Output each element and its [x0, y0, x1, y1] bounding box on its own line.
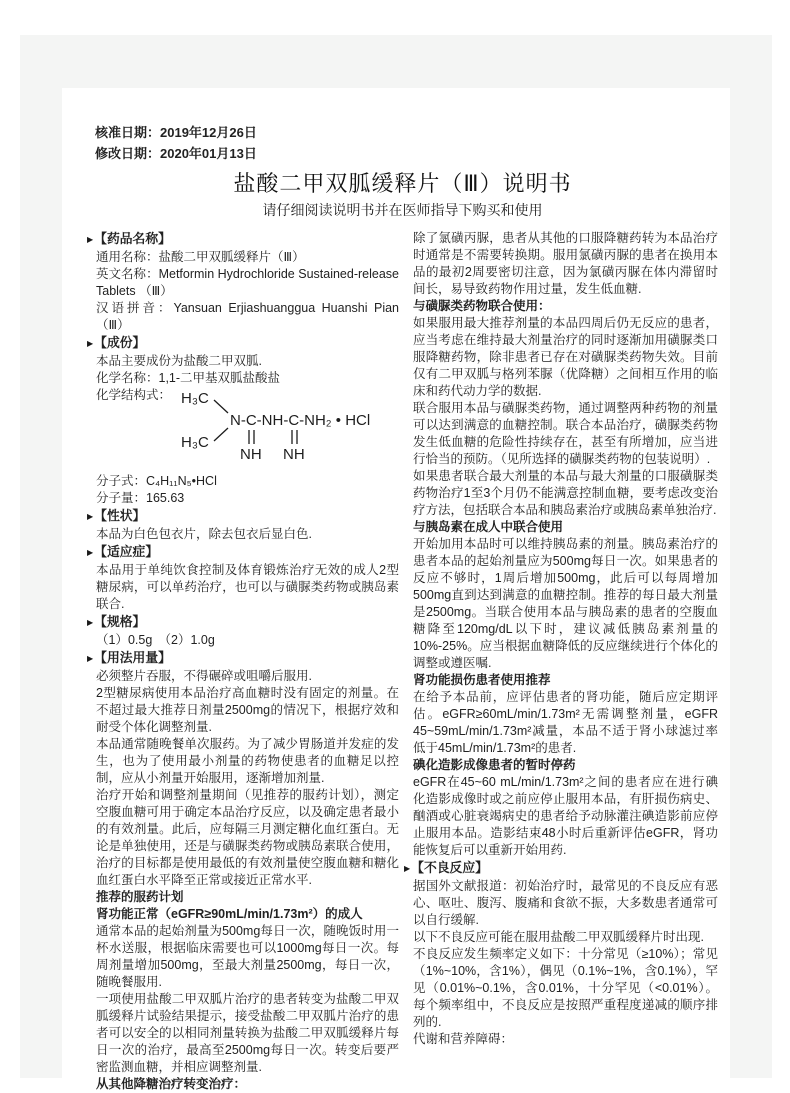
paragraph: 据国外文献报道：初始治疗时，最常见的不良反应有恶心、呕吐、腹泻、腹痛和食欲不振，大多数患者通常可以自行缓解.	[413, 879, 718, 927]
subheading-combination-sulfonylurea: 与磺脲类药物联合使用：	[413, 299, 551, 313]
molecular-formula-line: 分子式：C₄H₁₁N₅•HCl	[96, 474, 217, 488]
section-title-adverse-reactions	[404, 859, 718, 878]
strength-line: （1）0.5g （2）1.0g	[96, 633, 215, 647]
chemical-structure	[96, 387, 399, 473]
paragraph: eGFR在45~60 mL/min/1.73m²之间的患者应在进行碘化造影成像时或之前应停止服用本品，有肝损伤病史、酗酒或心脏衰竭病史的患者给予动脉灌注碘造影前应停止服用本品。造影结束48小时后重新评估eGFR，肾功能恢复后可以重新开始用药.	[413, 775, 718, 857]
paragraph: 以下不良反应可能在服用盐酸二甲双胍缓释片时出现.	[413, 930, 704, 944]
paragraph: 2型糖尿病使用本品治疗高血糖时没有固定的剂量。在不超过最大推荐日剂量2500mg的情况下，根据疗效和耐受个体化调整剂量.	[96, 686, 399, 734]
subheading-switch-from-other-therapy: 从其他降糖治疗转变治疗：	[96, 1077, 247, 1091]
subheading-metabolism-nutrition: 代谢和营养障碍：	[413, 1032, 514, 1046]
section-marker-icon: ▶	[87, 339, 94, 348]
page-subtitle: 请仔细阅读说明书并在医师指导下购买和使用	[262, 202, 543, 218]
subheading-recommended-schedule: 推荐的服药计划	[96, 890, 184, 904]
section-title-ingredients	[87, 334, 399, 353]
section-marker-icon: ▶	[87, 654, 94, 663]
paragraph: 治疗开始和调整剂量期间（见推荐的服药计划），测定空腹血糖可用于确定本品治疗反应，以及确定患者最小的有效剂量。此后，应每隔三月测定糖化血红蛋白。无论是单独使用，还是与磺脲类药物或胰岛素联合使用，治疗的目标都是使用最低的有效剂量使空腹血糖和糖化血红蛋白水平降至正常或接近正常水平.	[96, 788, 399, 887]
paragraph: 通常本品的起始剂量为500mg每日一次，随晚饭时用一杯水送服，根据临床需要也可以1000mg每日一次。每周剂量增加500mg，至最大剂量2500mg，每日一次，随晚餐服用.	[96, 924, 399, 989]
right-column	[404, 230, 718, 1093]
chemical-name-line: 化学名称：1,1-二甲基双胍盐酸盐	[96, 371, 281, 385]
section-title-drug-name	[87, 230, 399, 249]
subheading-normal-renal-function: 肾功能正常（eGFR≥90mL/min/1.73m²）的成人	[96, 907, 363, 921]
section-title-strength	[87, 613, 399, 632]
section-marker-icon: ▶	[87, 548, 94, 557]
section-label: 【药品名称】	[94, 231, 171, 246]
structure-nh-left: NH	[240, 446, 262, 463]
paragraph: 本品为白色包衣片，除去包衣后显白色.	[96, 527, 312, 541]
paragraph: 本品用于单纯饮食控制及体育锻炼治疗无效的成人2型糖尿病，可以单药治疗，也可以与磺脲类药物或胰岛素联合.	[96, 563, 399, 611]
english-name-line: 英文名称：Metformin Hydrochloride Sustained-release Tablets （Ⅲ）	[96, 267, 399, 298]
section-marker-icon: ▶	[404, 864, 411, 873]
pinyin-name-line: 汉语拼音：Yansuan Erjiashuanggua Huanshi Pian （Ⅲ）	[96, 301, 399, 332]
subheading-renal-impairment: 肾功能损伤患者使用推荐	[413, 673, 551, 687]
date-block	[95, 122, 718, 164]
approval-date: 核准日期：2019年12月26日	[95, 125, 257, 140]
paragraph: 联合服用本品与磺脲类药物，通过调整两种药物的剂量可以达到满意的血糖控制。联合本品治疗，磺脲类药物发生低血糖的危险性持续存在，甚至有所增加，应当进行恰当的预防。（见所选择的磺脲类药物的包装说明）.	[413, 401, 718, 466]
paragraph: 如果患者联合最大剂量的本品与最大剂量的口服磺脲类药物治疗1至3个月仍不能满意控制血糖，要考虑改变治疗方法，包括联合本品和胰岛素治疗或胰岛素单独治疗.	[413, 469, 718, 517]
paragraph: 如果服用最大推荐剂量的本品四周后仍无反应的患者，应当考虑在维持最大剂量治疗的同时逐渐加用磺脲类口服降糖药物，除非患者已存在对磺脲类药物失效。目前仅有二甲双胍与格列苯脲（优降糖）之间相互作用的临床和药代动力学的数据.	[413, 316, 718, 398]
paragraph: 除了氯磺丙脲，患者从其他的口服降糖药转为本品治疗时通常是不需要转换期。服用氯磺丙脲的患者在换用本品的最初2周要密切注意，因为氯磺丙脲在体内滞留时间长，易导致药物作用过量，发生低血糖.	[413, 231, 718, 296]
chemical-structure-drawing	[173, 383, 401, 465]
structure-nh-right: NH	[283, 446, 305, 463]
structure-label: 化学结构式：	[96, 388, 172, 402]
section-label: 【适应症】	[94, 544, 159, 559]
molecular-weight-line: 分子量：165.63	[96, 491, 185, 505]
paragraph: 开始加用本品时可以维持胰岛素的剂量。胰岛素治疗的患者本品的起始剂量应为500mg每日一次。如果患者的反应不够时，1周后增加500mg，此后可以每周增加500mg直到达到满意的血糖控制。推荐的每日最大剂量是2500mg。当联合使用本品与胰岛素的患者的空腹血糖降至120mg/dL以下时，建议减低胰岛素剂量的10%-25%。应当根据血糖降低的反应继续进行个体化的调整或遵医嘱.	[413, 537, 718, 670]
bond-line	[214, 400, 228, 413]
section-marker-icon: ▶	[87, 512, 94, 521]
paragraph: 本品通常随晚餐单次服药。为了减少胃肠道并发症的发生，也为了使用最小剂量的药物使患者的血糖足以控制，应从小剂量开始服用，逐渐增加剂量.	[96, 737, 399, 785]
leaflet-page	[62, 88, 730, 1091]
structure-h3c-top: H₃C	[181, 390, 209, 407]
paragraph: 一项使用盐酸二甲双胍片治疗的患者转变为盐酸二甲双胍缓释片试验结果提示，接受盐酸二甲双胍片治疗的患者可以安全的以相同剂量转换为盐酸二甲双胍缓释片每日一次的治疗，最高至2500mg每日一次。转变后要严密监测血糖，并相应调整剂量.	[96, 992, 399, 1074]
paragraph: 不良反应发生频率定义如下：十分常见（≥10%）；常见（1%~10%，含1%），偶见（0.1%~1%，含0.1%），罕见（0.01%~0.1%，含0.01%，十分罕见（<0.01%）。每个频率组中，不良反应是按照严重程度递减的顺序排列的.	[413, 947, 718, 1029]
paragraph: 在给予本品前，应评估患者的肾功能，随后应定期评估。eGFR≥60mL/min/1.73m²无需调整剂量，eGFR 45~59mL/min/1.73m²减量，本品不适于肾小球滤过率低于45mL/min/1.73m²的患者.	[413, 690, 718, 755]
structure-main-chain: N-C-NH-C-NH₂ • HCl	[230, 412, 371, 429]
revision-date: 修改日期：2020年01月13日	[95, 146, 257, 161]
section-title-indications	[87, 543, 399, 562]
structure-h3c-bottom: H₃C	[181, 434, 209, 451]
section-label: 【不良反应】	[411, 860, 488, 875]
page-title: 盐酸二甲双胍缓释片（Ⅲ）说明书	[233, 171, 572, 196]
paragraph: 必须整片吞服，不得碾碎或咀嚼后服用.	[96, 669, 312, 683]
section-marker-icon: ▶	[87, 618, 94, 627]
bond-line	[214, 428, 228, 441]
subheading-combination-insulin: 与胰岛素在成人中联合使用	[413, 520, 564, 534]
generic-name-line: 通用名称：盐酸二甲双胍缓释片（Ⅲ）	[96, 250, 305, 264]
section-label: 【成份】	[94, 335, 146, 350]
section-label: 【规格】	[94, 614, 146, 629]
section-title-description	[87, 507, 399, 526]
section-marker-icon: ▶	[87, 235, 94, 244]
left-column	[87, 230, 399, 1093]
two-column-body	[87, 230, 718, 1093]
paragraph: 本品主要成份为盐酸二甲双胍.	[96, 354, 262, 368]
section-title-dosage	[87, 649, 399, 668]
section-label: 【用法用量】	[94, 650, 171, 665]
section-label: 【性状】	[94, 508, 146, 523]
subheading-contrast-imaging: 碘化造影成像患者的暂时停药	[413, 758, 576, 772]
